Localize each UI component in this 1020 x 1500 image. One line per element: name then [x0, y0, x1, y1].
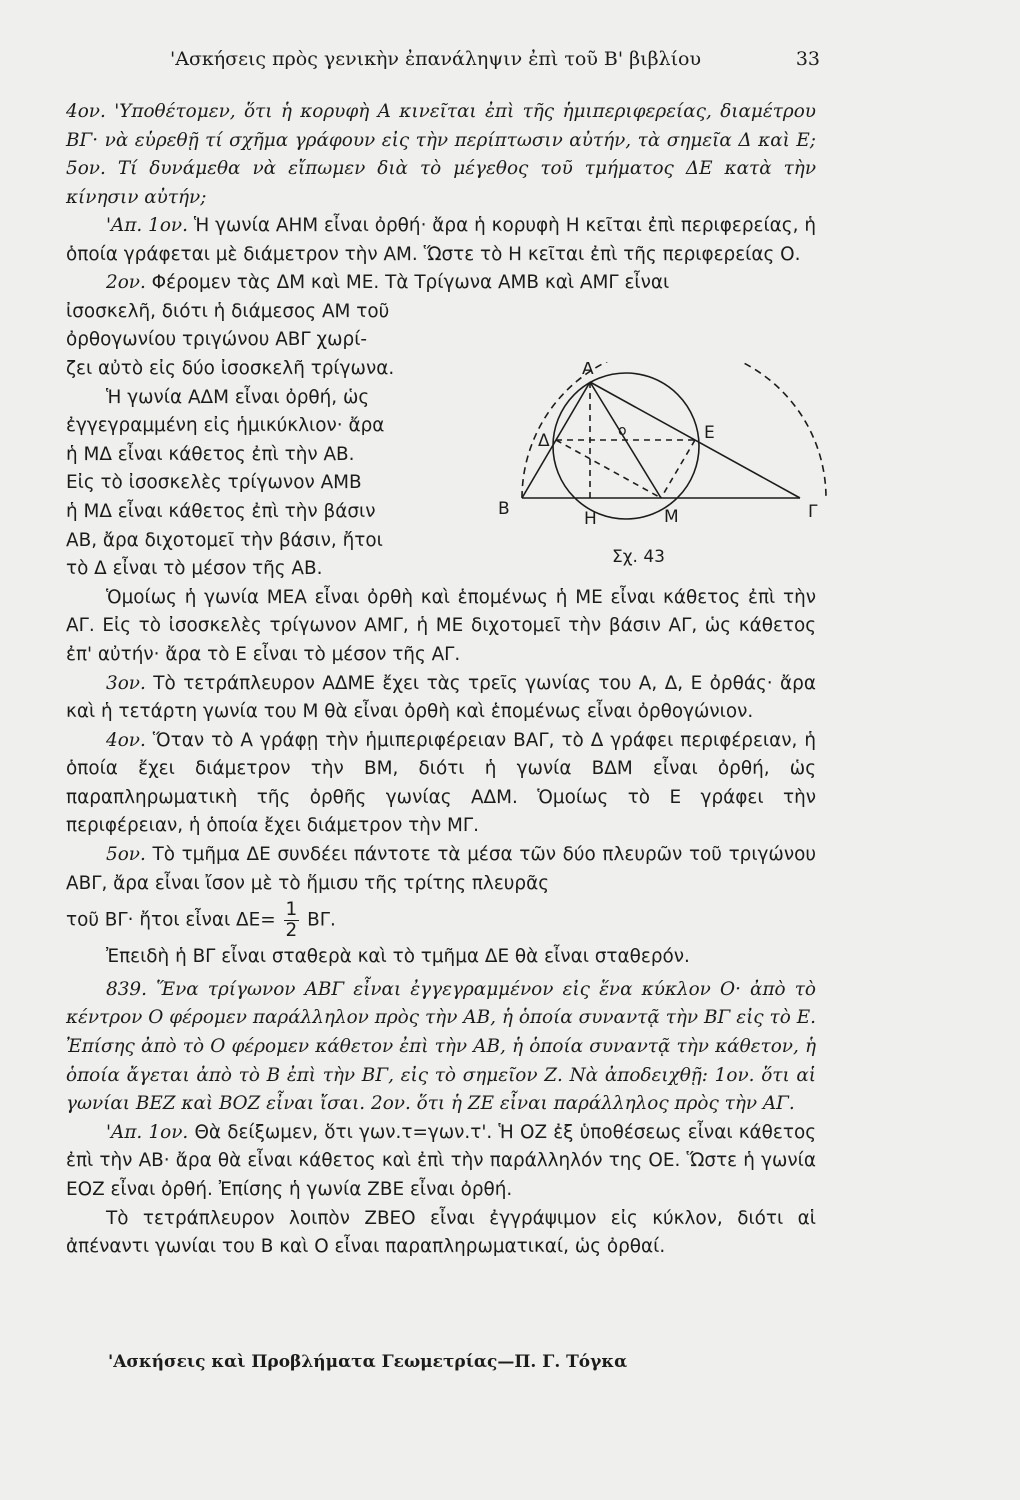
label-d: Δ — [538, 431, 550, 451]
answer-5 — [66, 841, 816, 898]
answer-3-label: 3ον. — [106, 672, 146, 694]
answer-4-text: Ὅταν τὸ Α γράφῃ τὴν ἡμιπεριφέρειαν ΒΑΓ, τὸ Δ γράφει περιφέρειαν, ἡ ὁποία ἔχει διάμετρον τὴν ΒΜ, διότι ἡ γωνία ΒΔΜ εἶναι ὀρθή, ὡς παραπληρωματικὴ τῆς ὀρθῆς γωνίας ΑΔΜ. Ὁμοίως τὸ Ε γράφει τὴν περιφέρειαν, ἡ ὁποία ἔχει διάμετρον τὴν ΜΓ. — [66, 729, 816, 837]
answer-2-line: ΑΒ, ἄρα διχοτομεῖ τὴν βάσιν, ἤτοι — [66, 529, 383, 551]
exercise-839-answer-continued: Τὸ τετράπλευρον λοιπὸν ΖΒΕΟ εἶναι ἐγγράψιμον εἰς κύκλον, διότι αἱ ἀπέναντι γωνίαι του Β καὶ Ο εἶναι παραπληρωματικαί, ὡς ὀρθαί. — [66, 1207, 816, 1258]
answer-2-line1: Φέρομεν τὰς ΔΜ καὶ ΜΕ. Τὰ Τρίγωνα ΑΜΒ καὶ ΑΜΓ εἶναι — [151, 272, 670, 294]
answer-2-line: ἰσοσκελῆ, διότι ἡ διάμεσος ΑΜ τοῦ — [66, 300, 390, 322]
answer-2-line: ὀρθογωνίου τριγώνου ΑΒΓ χωρί- — [66, 329, 368, 351]
exercise-839 — [66, 976, 816, 1119]
figure-caption: Σχ. 43 — [612, 547, 666, 567]
answer-2-line: ἐγγεγραμμένη εἰς ἡμικύκλιον· ἄρα — [66, 415, 385, 437]
running-title: 'Ασκήσεις πρὸς γενικὴν ἐπανάληψιν ἐπὶ τοῦ Β' βιβλίου — [170, 48, 702, 70]
answer-5-text: Τὸ τμῆμα ΔΕ συνδέει πάντοτε τὰ μέσα τῶν δύο πλευρῶν τοῦ τριγώνου ΑΒΓ, ἄρα εἶναι ἴσον μὲ τὸ ἥμισυ τῆς τρίτης πλευρᾶς — [66, 844, 816, 894]
answer-5-formula — [66, 900, 816, 941]
fraction-one-half — [284, 900, 300, 941]
fraction-denominator: 2 — [285, 920, 298, 942]
semicircle-arc — [522, 362, 826, 498]
label-e: Ε — [704, 423, 715, 443]
answer-2-line: ἡ ΜΔ εἶναι κάθετος ἐπὶ τὴν βάσιν — [66, 500, 376, 522]
answer-2-label: 2ον. — [106, 272, 146, 294]
answer-1-text: Ἡ γωνία ΑΗΜ εἶναι ὀρθή· ἄρα ἡ κορυφὴ Η κεῖται ἐπὶ περιφερείας, ἡ ὁποία γράφεται μὲ διάμετρον τὴν ΑΜ. Ὥστε τὸ Η κεῖται ἐπὶ τῆς περιφερείας Ο. — [66, 215, 816, 265]
label-g: Γ — [808, 502, 818, 522]
answer-2-line: τὸ Δ εἶναι τὸ μέσον τῆς ΑΒ. — [66, 558, 323, 580]
answer-5-label: 5ον. — [106, 844, 146, 866]
label-o: ο — [618, 423, 627, 439]
answer-2-line: Εἰς τὸ ἰσοσκελὲς τρίγωνον ΑΜΒ — [66, 472, 362, 494]
part5-text: Τί δυνάμεθα νὰ εἴπωμεν διὰ τὸ μέγεθος τοῦ τμήματος ΔΕ κατὰ τὴν κίνησιν αὐτήν; — [66, 158, 816, 208]
figure-43 — [490, 362, 830, 577]
exercise-statement: Ἕνα τρίγωνον ΑΒΓ εἶναι ἐγγεγραμμένον εἰς ἕνα κύκλον Ο· ἀπὸ τὸ κέντρον Ο φέρομεν παράλληλον πρὸς τὴν ΑΒ, ἡ ὁποία συναντᾷ τὴν ΒΓ εἰς τὸ Ε. Ἐπίσης ἀπὸ τὸ Ο φέρομεν κάθετον ἐπὶ τὴν ΑΒ, ἡ ὁποία συναντᾷ τὴν κάθετον, ἡ ὁποία ἄγεται ἀπὸ τὸ Β ἐπὶ τὴν ΒΓ, εἰς τὸ σημεῖον Ζ. Νὰ ἀποδειχθῇ: 1ον. ὅτι αἱ γωνίαι ΒΕΖ καὶ ΒΟΖ εἶναι ἴσαι. 2ον. ὅτι ἡ ΖΕ εἶναι παράλληλος πρὸς τὴν ΑΓ. — [66, 978, 816, 1115]
answer-2-tail: Ὁμοίως ἡ γωνία ΜΕΑ εἶναι ὀρθὴ καὶ ἑπομένως ἡ ΜΕ εἶναι κάθετος ἐπὶ τὴν ΑΓ. Εἰς τὸ ἰσοσκελὲς τρίγωνον ΑΜΓ, ἡ ΜΕ διχοτομεῖ τὴν βάσιν ΑΓ, ὡς κάθετος ἐπ' αὐτήν· ἄρα τὸ Ε εἶναι τὸ μέσον τῆς ΑΓ. — [66, 586, 816, 665]
question-continuation — [66, 98, 816, 212]
formula-prefix: τοῦ ΒΓ· ἤτοι εἶναι ΔΕ= — [66, 909, 276, 931]
part4-text: 'Υποθέτομεν, ὅτι ἡ κορυφὴ Α κινεῖται ἐπὶ τῆς ἡμιπεριφερείας, διαμέτρου ΒΓ· νὰ εὑρεθῇ τί σχῆμα γράφουν εἰς τὴν περίπτωσιν αὐτήν, τὰ σημεῖα Δ καὶ Ε; — [66, 101, 816, 151]
exercise-number: 839. — [106, 978, 147, 1000]
exercise-answer-text: Θὰ δείξωμεν, ὅτι γων.τ=γων.τ'. Ἡ ΟΖ ἐξ ὑποθέσεως εἶναι κάθετος ἐπὶ τὴν ΑΒ· ἄρα θὰ εἶναι κάθετος καὶ ἐπὶ τὴν παράλληλόν της ΟΕ. Ὥστε ἡ γωνία ΕΟΖ εἶναι ὀρθή. Ἐπίσης ἡ γωνία ΖΒΕ εἶναι ὀρθή. — [66, 1121, 816, 1200]
label-a: Α — [582, 362, 594, 379]
answer-3-text: Τὸ τετράπλευρον ΑΔΜΕ ἔχει τὰς τρεῖς γωνίας του Α, Δ, Ε ὀρθάς· ἄρα καὶ ἡ τετάρτη γωνία του Μ θὰ εἶναι ὀρθὴ καὶ ἑπομένως εἶναι ὀρθογώνιον. — [66, 672, 816, 723]
answer-1 — [66, 212, 816, 269]
answer-3 — [66, 670, 816, 727]
question-paragraph — [66, 98, 816, 212]
label-m: Μ — [664, 507, 679, 527]
circle-o — [553, 373, 699, 519]
segment-dm — [556, 440, 661, 498]
answer-4 — [66, 727, 816, 841]
fraction-numerator: 1 — [285, 899, 298, 921]
answer-1-label: 'Απ. 1ον. — [106, 215, 188, 236]
page-footer: 'Ασκήσεις καὶ Προβλήματα Γεωμετρίας—Π. Γ. Τόγκα — [108, 1352, 628, 1372]
answer-2-line: ζει αὐτὸ εἰς δύο ἰσοσκελῆ τρίγωνα. — [66, 357, 395, 379]
answer-5-conclusion: Ἐπειδὴ ἡ ΒΓ εἶναι σταθερὰ καὶ τὸ τμῆμα ΔΕ θὰ εἶναι σταθερόν. — [106, 946, 690, 968]
answer-2-narrow-column — [66, 298, 466, 584]
answer-2-line: Ἡ γωνία ΑΔΜ εἶναι ὀρθή, ὡς — [106, 386, 370, 408]
exercise-839-answer — [66, 1119, 816, 1205]
exercise-answer-label: 'Απ. 1ον. — [106, 1121, 189, 1143]
part5-label: 5ον. — [66, 158, 106, 180]
label-b: Β — [498, 499, 510, 519]
page-number: 33 — [795, 48, 820, 70]
answer-4-label: 4ον. — [106, 729, 146, 751]
answer-2-line: ἡ ΜΔ εἶναι κάθετος ἐπὶ τὴν ΑΒ. — [66, 443, 355, 465]
formula-suffix: ΒΓ. — [307, 909, 336, 931]
answer-2-first-line — [66, 269, 816, 298]
part4-label: 4ον. — [66, 101, 106, 122]
running-header — [170, 48, 820, 70]
label-h: Η — [584, 509, 597, 529]
segment-em — [661, 440, 695, 498]
